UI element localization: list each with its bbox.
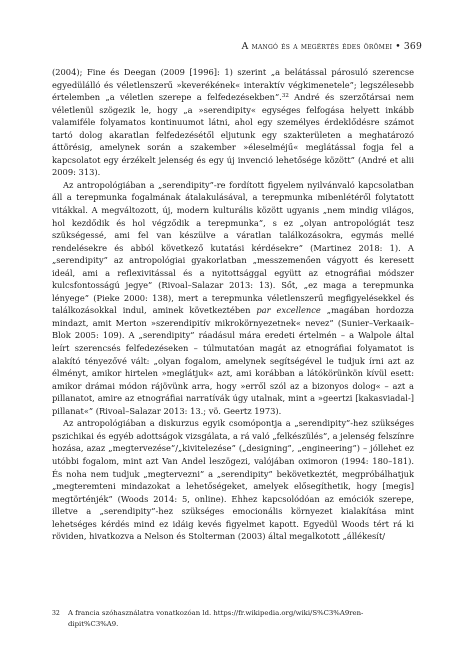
paragraph-3 [52, 417, 414, 542]
text-run: Az antropológiában a „serendipity”-re fordított figyelem nyilvánvaló kapcsolatban áll a terepmunka fogalmának átalakulásával, a terepmunka mibenlétéről folytatott vitákkal. A megváltozott, új, modern kulturális között ugyanis „nem mindig világos, hol kezdődik és hol végződik a terepmunka”, s ez „olyan antropológiát tesz szükségessé, ami fel van készülve a váratlan találkozásokra, egymás mellé rendelésekre és abból következő kutatási kérdésekre” (Martinez 2018: 1). A „serendipity” az antropológiai gyakorlatban „messzemenően vágyott és keresett ideál, ami a reflexivitással és a nyitottsággal együtt az etnográfiai módszer kulcsfontosságú jegye” (Rivoal–Salazar 2013: 13). Sőt, „ez maga a terepmunka lényege” (Pieke 2000: 138), mert a terepmunka véletlenszerű megfigyelésekkel és találkozásokkal indul, aminek következtében [52, 179, 414, 316]
italic-text: par excellence [256, 305, 321, 316]
footnote [52, 608, 414, 629]
text-run: Az antropológiában a diskurzus egyik csomópontja a „serendipity”-hez szükséges pszichikai és egyéb adottságok vizsgálata, a rá való „felkészülés”, a jelenség felszínre hozása, azaz „megtervezése”/„kivitelezése” („designing”, „engineering”) – jóllehet ez utóbbi fogalom, mint azt Van Andel leszögezi, valójában oximoron (1994: 180–181). És noha nem tudjuk „megtervezni” a „serendipity” bekövetkeztét, megpróbálhatjuk „megteremteni mindazokat a lehetőségeket, amelyek elősegíthetik, hogy [megis] megtörténjék” (Woods 2014: 5, online). Ehhez kapcsolódóan az emóciók szerepe, illetve a „serendipity”-hez szükséges emocionális környezet kialakítása mint lehetséges kérdés mind ez idáig kevés figyelmet kapott. Egyedül Woods tért rá ki röviden, hivatkozva a Nelson és Stolterman (2003) által megalkotott „állékesít/ [52, 418, 414, 542]
page-number: 369 [403, 41, 422, 52]
text-run: „magában hordozza mindazt, amit Merton »szerendipitív mikrokörnyezetnek« nevez” (Sunier–Verkaaik–Blok 2005: 109). A „serendipity” ráadásul mára eredeti értelmén – a Walpole által leírt szerencsés felfedezéseken – túlmutatóan magát az etnográfiai folyamatot is alakító tényezővé vált: „olyan fogalom, amelynek segítségével le tudjuk írni azt az élményt, amikor hirtelen »meglátjuk« azt, ami korábban a látókörünkön kívül esett: amikor drámai módon rájövünk arra, hogy »erről szól az a bizonyos dolog« – azt a pillanatot, amire az etnográfiai narratívák úgy utalnak, mint a »geertzi [kakasviadal-] pillanat«” (Rivoal–Salazar 2013: 13.; vö. Geertz 1973). [52, 305, 415, 416]
header-separator: • [395, 41, 401, 52]
text-run: André és szerzőtársai nem véletlenül szögezik le, hogy „a »serendipity« egységes felfogása helyett inkább valamiféle folyamatos kontinuumot látni, ahol egy személyes érdeklődésre számot tartó dolog akaratlan felfedezésétől eljutunk egy szakterületen a meghatározó áttörésig, amelynek során a szakember »éleselméjű« meglátással fogja fel a kapcsolatot egy érzékelt jelenség és egy új invenció lehetősége között” (André et alii 2009: 313). [52, 92, 414, 178]
footnote-number: 32 [52, 610, 60, 617]
footnote-ref: 32 [281, 93, 289, 100]
body-text [52, 66, 414, 543]
text-run: (2004); Fine és Deegan (2009 [1996]: 1) szerint „a belátással párosuló szerencse egyedülálló és véletlenszerű »keverékének« interaktív végkimenetele”; legszélesebb értelemben „a véletlen szerepe a felfedezésekben”. [52, 67, 414, 103]
footnote-text-line1: A francia szóhasználatra vonatkozóan ld. https://fr.wikipedia.org/wiki/S%C3%A9ren- [68, 609, 364, 617]
running-title: A mangó és a megértés édes örömei [241, 41, 393, 52]
paragraph-1 [52, 66, 414, 179]
footnote-text-line2: dipit%C3%A9. [68, 620, 119, 628]
running-header [40, 41, 422, 53]
paragraph-2 [52, 179, 414, 417]
